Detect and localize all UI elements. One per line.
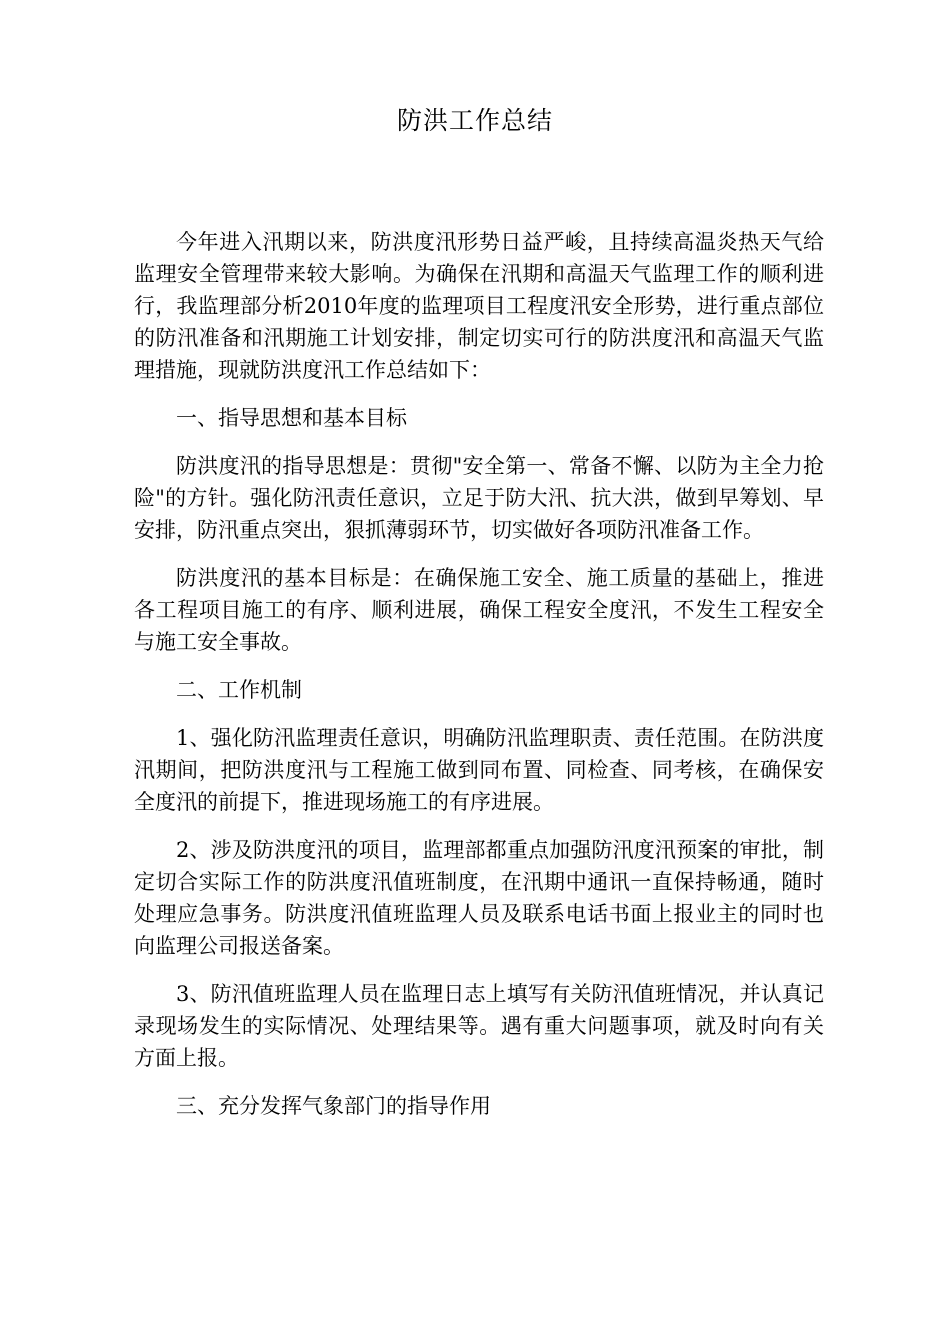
section-heading-3: 三、充分发挥气象部门的指导作用 xyxy=(176,1094,491,1118)
paragraph-item-3: 3、防汛值班监理人员在监理日志上填写有关防汛值班情况，并认真记录现场发生的实际情况、处理结果等。遇有重大问题事项，就及时向有关方面上报。 xyxy=(134,982,824,1070)
paragraph-item-1: 1、强化防汛监理责任意识，明确防汛监理职责、责任范围。在防洪度汛期间，把防洪度汛与工程施工做到同布置、同检查、同考核，在确保安全度汛的前提下，推进现场施工的有序进展。 xyxy=(134,726,824,814)
document-body xyxy=(134,226,824,1138)
paragraph-guiding-idea: 防洪度汛的指导思想是：贯彻"安全第一、常备不懈、以防为主全力抢险"的方针。强化防汛责任意识，立足于防大汛、抗大洪，做到早筹划、早安排，防汛重点突出，狠抓薄弱环节，切实做好各项防汛准备工作。 xyxy=(134,454,824,542)
intro-paragraph: 今年进入汛期以来，防洪度汛形势日益严峻，且持续高温炎热天气给监理安全管理带来较大影响。为确保在汛期和高温天气监理工作的顺利进行，我监理部分析2010年度的监理项目工程度汛安全形势，进行重点部位的防汛准备和汛期施工计划安排，制定切实可行的防洪度汛和高温天气监理措施，现就防洪度汛工作总结如下： xyxy=(134,230,824,382)
section-heading-1: 一、指导思想和基本目标 xyxy=(176,406,407,430)
section-heading-2: 二、工作机制 xyxy=(176,678,302,702)
document-title: 防洪工作总结 xyxy=(396,106,553,135)
paragraph-basic-goal: 防洪度汛的基本目标是：在确保施工安全、施工质量的基础上，推进各工程项目施工的有序、顺利进展，确保工程安全度汛，不发生工程安全与施工安全事故。 xyxy=(134,566,824,654)
paragraph-item-2: 2、涉及防洪度汛的项目，监理部都重点加强防汛度汛预案的审批，制定切合实际工作的防洪度汛值班制度，在汛期中通讯一直保持畅通，随时处理应急事务。防洪度汛值班监理人员及联系电话书面上报业主的同时也向监理公司报送备案。 xyxy=(134,838,824,958)
